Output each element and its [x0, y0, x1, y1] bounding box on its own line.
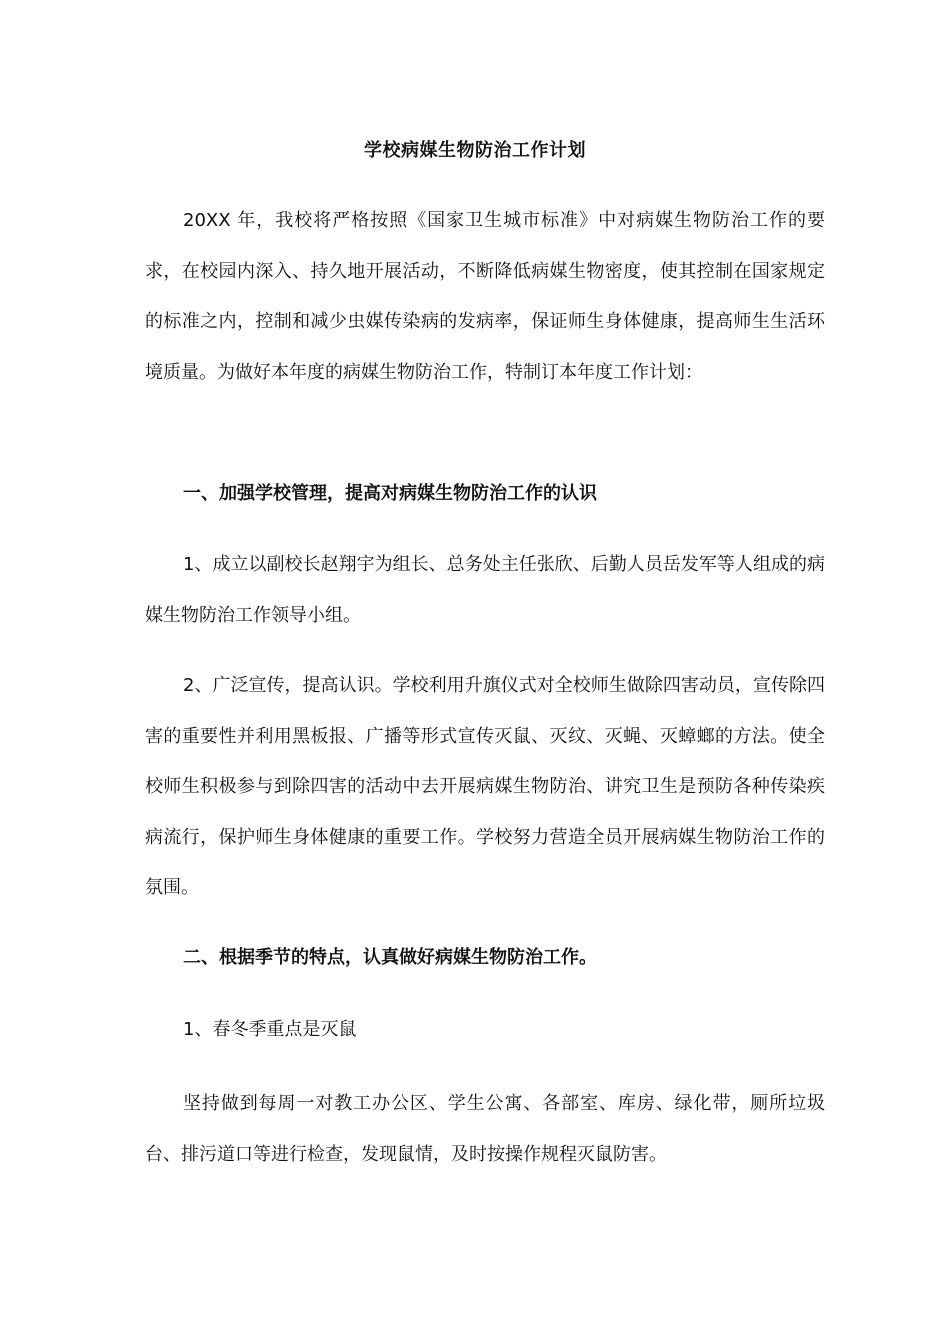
section-1-item-2: 2、广泛宣传，提高认识。学校利用升旗仪式对全校师生做除四害动员，宣传除四害的重要性并利用黑板报、广播等形式宣传灭鼠、灭纹、灭蝇、灭蟑螂的方法。使全校师生积极参与到除四害的活动中去开展病媒生物防治、讲究卫生是预防各种传染疾病流行，保护师生身体健康的重要工作。学校努力营造全员开展病媒生物防治工作的氛围。	[145, 675, 825, 898]
section-2-heading: 二、根据季节的特点，认真做好病媒生物防治工作。	[183, 947, 597, 968]
section-1-item-1: 1、成立以副校长赵翔宇为组长、总务处主任张欣、后勤人员岳发军等人组成的病媒生物防治工作领导小组。	[145, 554, 825, 626]
section-2-subheading-1: 1、春冬季重点是灭鼠	[183, 1019, 357, 1040]
intro-paragraph: 20XX 年，我校将严格按照《国家卫生城市标准》中对病媒生物防治工作的要求，在校园内深入、持久地开展活动，不断降低病媒生物密度，使其控制在国家规定的标准之内，控制和减少虫媒传染病的发病率，保证师生身体健康，提高师生生活环境质量。为做好本年度的病媒生物防治工作，特制订本年度工作计划：	[145, 210, 825, 383]
section-1-heading: 一、加强学校管理，提高对病媒生物防治工作的认识	[183, 483, 597, 504]
document-title: 学校病媒生物防治工作计划	[364, 140, 586, 161]
section-2-paragraph-1: 坚持做到每周一对教工办公区、学生公寓、各部室、库房、绿化带，厕所垃圾台、排污道口等进行检查，发现鼠情，及时按操作规程灭鼠防害。	[145, 1093, 825, 1165]
